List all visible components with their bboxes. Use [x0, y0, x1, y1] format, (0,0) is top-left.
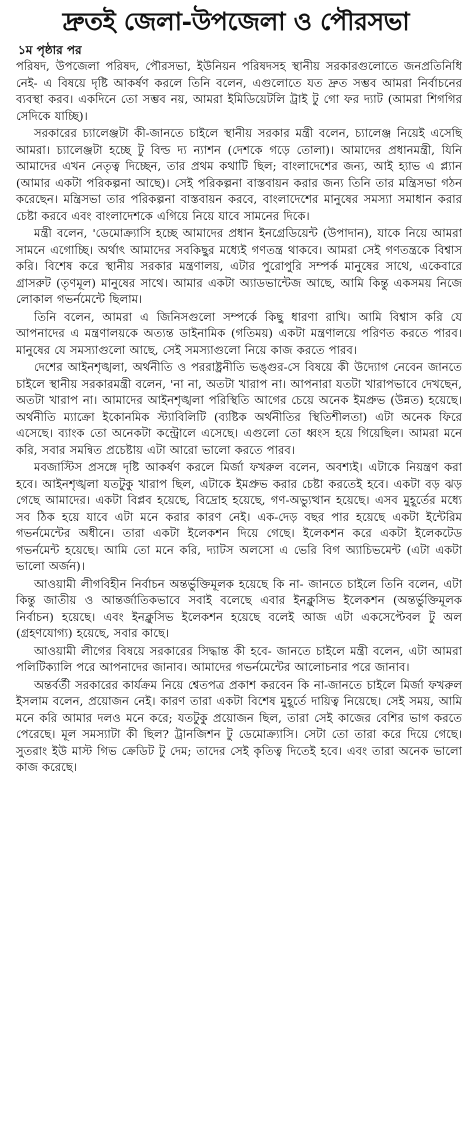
continued-from-label: ১ম পৃষ্ঠার পর: [18, 43, 82, 57]
paragraph: আওয়ামী লীগবিহীন নির্বাচন অন্তর্ভুক্তিমূলক হয়েছে কি না- জানতে চাইলে তিনি বলেন, এটা কিন্তু জাতীয় ও আন্তর্জাতিকভাবে সবাই বলেছে এবার ইনক্লুসিভ ইলেকশন (অন্তর্ভুক্তিমূলক নির্বাচন) হয়েছে। এবং ইনক্লুসিভ ইলেকশন হয়েছে বলেই আজ এটা একসেপ্টেবল টু অল (গ্রহণযোগ্য) হয়েছে, সবার কাছে।: [16, 576, 462, 640]
paragraph: দেশের আইনশৃঙ্খলা, অর্থনীতি ও পররাষ্ট্রনীতি ভঙ্গুর-সে বিষয়ে কী উদ্যোগ নেবেন জানতে চাইলে স্থানীয় সরকারমন্ত্রী বলেন, 'না না, অতটা খারাপ না। আপনারা যতটা খারাপভাবে দেখছেন, অতটা খারাপ না। আমাদের আইনশৃঙ্খলা পরিস্থিতি আগের চেয়ে অনেক ইমপ্রুভ (উন্নত) হয়েছে। অর্থনীতি ম্যাক্রো ইকোনমিক স্ট্যাবিলিটি (ব্যষ্টিক অর্থনীতির স্থিতিশীলতা) এটা অনেক ফিরে এসেছে। ব্যাংক তো অনেকটা কন্ট্রোলে এসেছে। এগুলো তো ধ্বংস হয়ে গিয়েছিল। আমরা মনে করি, সবার সমন্বিত প্রচেষ্টায় এটা আরো ভালো করতে পারব।: [16, 360, 462, 457]
article-body: [16, 58, 462, 776]
paragraph: আওয়ামী লীগের বিষয়ে সরকারের সিদ্ধান্ত কী হবে- জানতে চাইলে মন্ত্রী বলেন, এটা আমরা পলিটিক্যালি পরে আপনাদের জানাব। আমাদের গভর্নমেন্টের আলোচনার পরে জানাব।: [16, 643, 462, 674]
paragraph: অন্তর্বর্তী সরকারের কার্যক্রম নিয়ে শ্বেতপত্র প্রকাশ করবেন কি না-জানতে চাইলে মির্জা ফখরুল ইসলাম বলেন, প্রয়োজন নেই। কারণ তারা একটা বিশেষ মুহূর্তে দায়িত্ব নিয়েছে। সেই সময়, আমি মনে করি আমার দলও মনে করে; যতটুকু প্রয়োজন ছিল, তারা সেই কাজের বেশির ভাগ করতে পেরেছে। মূল সমস্যাটা কী ছিল? ট্রানজিশন টু ডেমোক্র্যাসি। সেটা তো তারা করে দিয়ে গেছে। সুতরাং ইউ মাস্ট গিভ ক্রেডিট টু দেম; তাদের সেই কৃতিত্ব দিতেই হবে। এবং তারা অনেক ভালো কাজ করেছে।: [16, 677, 462, 774]
paragraph: তিনি বলেন, আমরা এ জিনিসগুলো সম্পর্কে কিছু ধারণা রাখি। আমি বিশ্বাস করি যে আপনাদের এ মন্ত্রণালয়কে অত্যন্ত ডাইনামিক (গতিময়) একটা মন্ত্রণালয়ে পরিণত করতে পারব। মানুষের যে সমস্যাগুলো আছে, সেই সমস্যাগুলো নিয়ে কাজ করতে পারব।: [16, 309, 462, 357]
news-clipping: [0, 6, 472, 776]
paragraph: মবজাস্টিস প্রসঙ্গে দৃষ্টি আকর্ষণ করলে মির্জা ফখরুল বলেন, অবশ্যই। এটাকে নিয়ন্ত্রণ করা হবে। আইনশৃঙ্খলা যতটুকু খারাপ ছিল, এটাকে ইমপ্রুভ করার চেষ্টা করতেই হবে। একটা বড় ঝড় গেছে আমাদের। একটা বিপ্লব হয়েছে, বিদ্রোহ হয়েছে, গণ-অভ্যুত্থান হয়েছে। এসব মুহূর্তের মধ্যে সব ঠিক হয়ে যাবে এটা মনে করার কারণ নেই। এক-দেড় বছর পার হয়েছে একটা ইন্টেরিম গভর্নমেন্টের অধীনে। তারা একটা ইলেকশন দিয়ে গেছে। ইলেকশন করে একটা ইলেকটেড গভর্নমেন্ট হয়েছে। আমি তো মনে করি, দ্যাটস অলসো এ ভেরি বিগ অ্যাচিভমেন্ট (এটা একটা ভালো অর্জন)।: [16, 460, 462, 573]
paragraph: পরিষদ, উপজেলা পরিষদ, পৌরসভা, ইউনিয়ন পরিষদসহ স্থানীয় সরকারগুলোতে জনপ্রতিনিধি নেই- এ বিষয়ে দৃষ্টি আকর্ষণ করলে তিনি বলেন, এগুলোতে যত দ্রুত সম্ভব আমরা নির্বাচনের ব্যবস্থা করব। একদিনে তো সম্ভব নয়, আমরা ইমিডিয়েটলি ট্রাই টু গো ফর দ্যাট (আমরা শিগগির সেদিকে যাচ্ছি)।: [16, 59, 462, 123]
headline: দ্রুতই জেলা-উপজেলা ও পৌরসভা: [62, 7, 410, 36]
paragraph: সরকারের চ্যালেঞ্জটা কী-জানতে চাইলে স্থানীয় সরকার মন্ত্রী বলেন, চ্যালেঞ্জ নিয়েই এসেছি আমরা। চ্যালেঞ্জটা হচ্ছে টু বিল্ড দ্য ন্যাশন (দেশকে গড়ে তোলা)। আমাদের প্রধানমন্ত্রী, যিনি আমাদের এখন নেতৃত্ব দিচ্ছেন, তার প্রথম কথাটি ছিল; বাংলাদেশের জন্য, আই হ্যাভ এ প্ল্যান (আমার একটা পরিকল্পনা আছে)। সেই পরিকল্পনা বাস্তবায়ন করার জন্য তিনি তার মন্ত্রিসভা গঠন করেছেন। মন্ত্রিসভা তার পরিকল্পনা বাস্তবায়ন করবে, বাংলাদেশের মানুষের সমস্যা সমাধান করার চেষ্টা করবে এবং বাংলাদেশকে এগিয়ে নিয়ে যাবে সামনের দিকে।: [16, 126, 462, 223]
paragraph: মন্ত্রী বলেন, 'ডেমোক্র্যাসি হচ্ছে আমাদের প্রধান ইনগ্রেডিয়েন্ট (উপাদান), যাকে নিয়ে আমরা সামনে এগোচ্ছি। অর্থাৎ আমাদের সবকিছুর মধ্যেই গণতন্ত্র থাকবে। আমরা সেই গণতন্ত্রকে বিশ্বাস করি। বিশেষ করে স্থানীয় সরকার মন্ত্রণালয়, এটার পুরোপুরি সম্পর্ক মানুষের সাথে, একেবারে গ্রাসরুট (তৃণমূল) মানুষের সাথে। আমার একটা অ্যাডভান্টেজ আছে, আমি কিন্তু একসময় নিজে লোকাল গভর্নমেন্টে ছিলাম।: [16, 226, 462, 306]
